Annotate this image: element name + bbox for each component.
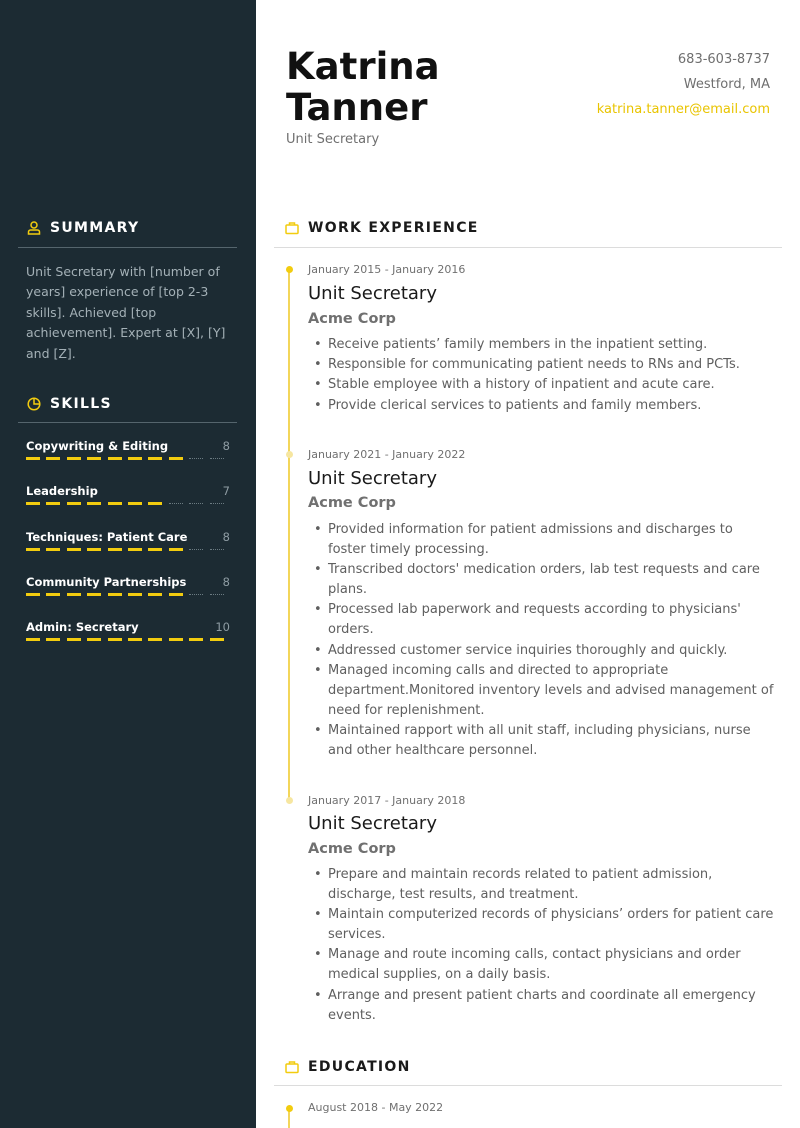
skills-title: SKILLS [50,396,112,412]
skill-dash-filled [128,548,148,551]
skill-dash-filled [26,457,46,460]
job-bullet: • Stable employee with a history of inpatient and acute care. [308,375,774,395]
skill-level: 8 [222,575,230,589]
email-link[interactable]: katrina.tanner@email.com [596,102,770,117]
skill-dash-filled [108,638,128,641]
skill-dash-filled [26,593,46,596]
summary-heading [26,220,139,236]
sidebar [0,0,256,1128]
job-bullets [308,520,774,761]
skill-level-bar [26,593,230,596]
skill-dash-filled [148,593,168,596]
skill-item [26,620,230,650]
job-bullet: • Prepare and maintain records related to patient admission, discharge, test results, and treatment. [308,865,774,905]
education-title: EDUCATION [308,1059,411,1075]
skill-name: Techniques: Patient Care [26,530,188,544]
skill-dash-filled [128,457,148,460]
skill-dash-filled [189,638,209,641]
skill-dash-empty [210,502,230,505]
job-dates: January 2017 - January 2018 [308,794,466,807]
skill-dash-filled [169,638,189,641]
job-bullet: • Managed incoming calls and directed to appropriate department.Monitored inventory levels and advised management of need for replenishment. [308,661,774,721]
skill-dash-empty [189,502,209,505]
skill-item [26,575,230,605]
skill-item [26,484,230,514]
skill-dash-filled [169,593,189,596]
skill-dash-filled [67,593,87,596]
skill-name: Leadership [26,484,98,498]
skill-dash-filled [169,457,189,460]
summary-title: SUMMARY [50,220,140,236]
job-bullet: • Addressed customer service inquiries thoroughly and quickly. [308,641,774,661]
skill-dash-empty [210,457,230,460]
timeline-dot [286,797,293,804]
skill-level-bar [26,638,230,641]
skill-dash-filled [87,638,107,641]
job-title: Unit Secretary [308,813,437,834]
job-dates: January 2021 - January 2022 [308,448,466,461]
job-bullets [308,335,774,416]
skill-dash-filled [26,502,46,505]
job-bullet: • Maintain computerized records of physicians’ orders for patient care services. [308,905,774,945]
skill-name: Copywriting & Editing [26,439,169,453]
skill-level: 10 [215,620,230,634]
job-bullets [308,865,774,1026]
skill-item [26,530,230,560]
skill-dash-filled [67,638,87,641]
work-divider [274,247,782,248]
skill-dash-filled [67,548,87,551]
job-bullet: • Arrange and present patient charts and coordinate all emergency events. [308,986,774,1026]
skill-dash-filled [108,457,128,460]
skills-heading [26,396,112,412]
skill-dash-filled [46,593,66,596]
skill-dash-filled [108,593,128,596]
timeline-dot [286,451,293,458]
pie-chart-icon [26,396,42,412]
skill-level: 7 [222,484,230,498]
skill-level: 8 [222,439,230,453]
skill-dash-filled [46,502,66,505]
education-dates: August 2018 - May 2022 [308,1101,444,1114]
work-timeline [288,270,290,800]
skill-dash-empty [210,593,230,596]
skill-dash-filled [67,457,87,460]
work-heading [284,220,479,236]
timeline-dot [286,1105,293,1112]
skill-dash-filled [108,502,128,505]
skill-dash-filled [148,457,168,460]
job-company: Acme Corp [308,495,396,511]
skill-level-bar [26,548,230,551]
skill-dash-filled [46,457,66,460]
summary-divider [18,247,237,248]
job-dates: January 2015 - January 2016 [308,263,466,276]
job-bullet: • Responsible for communicating patient needs to RNs and PCTs. [308,355,774,375]
skill-name: Community Partnerships [26,575,187,589]
job-company: Acme Corp [308,841,396,857]
skill-dash-filled [108,548,128,551]
main-content [256,0,800,1128]
skill-dash-empty [210,548,230,551]
job-bullet: • Receive patients’ family members in the inpatient setting. [308,335,774,355]
last-name: Tanner [286,86,428,129]
briefcase-icon [284,220,300,236]
skill-item [26,439,230,469]
job-company: Acme Corp [308,311,396,327]
skill-dash-filled [128,593,148,596]
skill-dash-empty [189,593,209,596]
skill-dash-filled [87,457,107,460]
skill-dash-filled [87,548,107,551]
skill-dash-filled [26,548,46,551]
skill-dash-filled [169,548,189,551]
skill-dash-filled [148,502,168,505]
education-divider [274,1085,782,1086]
job-bullet: • Maintained rapport with all unit staff, including physicians, nurse and other healthcare personnel. [308,721,774,761]
skill-dash-filled [210,638,230,641]
skill-dash-filled [87,593,107,596]
skill-name: Admin: Secretary [26,620,139,634]
job-bullet: • Provided information for patient admissions and discharges to foster timely processing. [308,520,774,560]
skill-level: 8 [222,530,230,544]
skill-dash-empty [189,548,209,551]
person-icon [26,220,42,236]
skill-dash-filled [87,502,107,505]
job-bullet: • Provide clerical services to patients and family members. [308,396,774,416]
job-title: Unit Secretary [308,468,437,489]
job-title: Unit Secretary [308,283,437,304]
first-name: Katrina [286,45,440,88]
job-bullet: • Manage and route incoming calls, contact physicians and order medical supplies, on a daily basis. [308,945,774,985]
candidate-name [286,46,440,128]
education-heading [284,1059,411,1075]
skill-level-bar [26,457,230,460]
job-role: Unit Secretary [286,132,380,147]
skill-dash-filled [67,502,87,505]
skill-dash-empty [169,502,189,505]
briefcase-icon [284,1059,300,1075]
work-title: WORK EXPERIENCE [308,220,479,236]
job-bullet: • Processed lab paperwork and requests according to physicians' orders. [308,600,774,640]
job-bullet: • Transcribed doctors' medication orders, lab test requests and care plans. [308,560,774,600]
skill-dash-filled [46,548,66,551]
skill-level-bar [26,502,230,505]
location: Westford, MA [683,77,770,92]
skill-dash-filled [46,638,66,641]
phone-number: 683-603-8737 [677,52,770,67]
skill-dash-filled [128,638,148,641]
skill-dash-filled [26,638,46,641]
summary-text: Unit Secretary with [number of years] experience of [top 2-3 skills]. Achieved [top achievement]. Expert at [X], [Y] and [Z]. [26,264,226,361]
timeline-dot [286,266,293,273]
skill-dash-filled [148,638,168,641]
skill-dash-filled [128,502,148,505]
skill-dash-empty [189,457,209,460]
skills-divider [18,422,237,423]
skill-dash-filled [148,548,168,551]
